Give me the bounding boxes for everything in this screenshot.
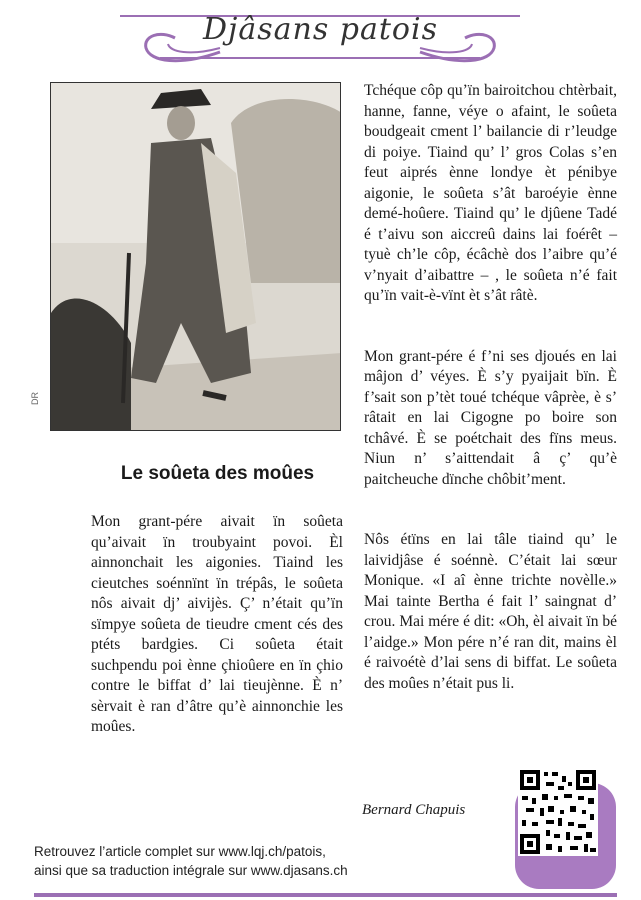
- photo-credit: DR: [30, 392, 40, 405]
- article-paragraph: Nôs étïns en lai tâle tiaind qu’ le laividjâse é soénnè. C’était lai sœur Monique. «I aî ènne trichte novèlle.» Mai tainte Bertha é fait l’ saingnat d’ crou. Mai mére é dit: «Oh, èl aivait ïn bé l’aidge.» Mon pére n’é ran dit, mains èl é raivoétè d’lai sens di biffat. Le soûeta des moûes n’était pus li.: [364, 531, 617, 692]
- article-paragraph: Mon grant-pére é f’ni ses djoués en lai mâjon d’ véyes. È s’y pyaijait bïn. È f’sait son p’tèt toué tchéque vâprèe, è s’ râtait en lai Cigogne po boire son tchâvé. È se poétchait des fïns meus. Niun n’ s’aittendait â ç’ qu’è paitcheuche dïnche chôbit’ment.: [364, 347, 617, 488]
- footer-note: [34, 842, 348, 880]
- bottom-divider: [34, 893, 617, 897]
- article-photo: [50, 82, 341, 431]
- article-column-left: [91, 512, 343, 738]
- header-title: Djâsans patois: [203, 12, 438, 47]
- article-author: Bernard Chapuis: [362, 802, 466, 818]
- article-paragraph: Tchéque côp qu’ïn bairoitchou chtèrbait, hanne, fanne, véye o afaint, le soûeta boudgeait cment l’ bailancie di r’leudge di poiye. Tiaind qu’ l’ gros Colas s’en feut aiprés ènne londye èt pénibye aigonie, le soûeta s’ât baroéyie ènne demé-hoûere. Tiaind qu’ le djûene Tadé é t’aivu son aiccreû dains lai foérêt – tyuè ch’le côp, écâchè dos l’aibre qu’é v’nyait d’aibattre – , le soûeta n’é fait qu’ïn vait-è-vïnt èt s’ât râtè.: [364, 82, 617, 304]
- page-header: [0, 0, 641, 72]
- qr-code-icon[interactable]: [518, 768, 598, 856]
- article-column-right: [364, 81, 617, 694]
- article-title: Le soûeta des moûes: [120, 463, 315, 484]
- footer-line-translation-link[interactable]: ainsi que sa traduction intégrale sur www.djasans.ch: [34, 863, 348, 878]
- footer-line-article-link[interactable]: Retrouvez l’article complet sur www.lqj.ch/patois,: [34, 844, 326, 859]
- article-paragraph: Mon grant-pére aivait ïn soûeta qu’aivait ïn troubyaint povoi. Èl ainnonchait les aigonies. Tiaind les cieutches soénnïnt ïn trépâs, le soûeta nôs aivait dj’ aivijès. Ç’ n’était qu’ïn sïmpye soûeta de tieudre cment cés des ptéts bardgies. Ci soûeta était suchpendu poi ènne çhioûere en ïn çhio contre le biffat d’ lai tieujènne. È n’ sèrvait è ran d’âtre qu’è ainnonchie les moûes.: [91, 513, 343, 735]
